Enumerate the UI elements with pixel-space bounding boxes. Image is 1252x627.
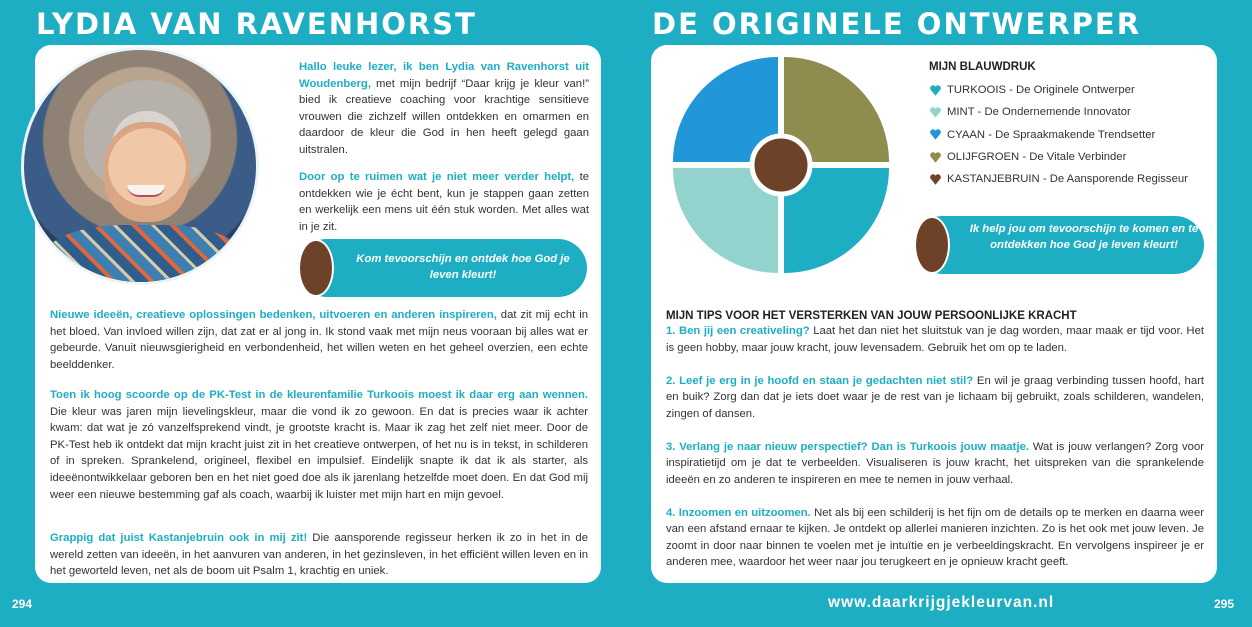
brown-dot-icon xyxy=(914,216,950,274)
paragraph-2-highlight: Toen ik hoog scoorde op de PK-Test in de kleurenfamilie Turkoois moest ik daar erg aan wennen. xyxy=(50,389,588,401)
tip-2-text: En wil je graag verbinding tussen hoofd, hart en buik? Zorg dan dat je iets doet waar je de rest van je lichaam bij gebruikt, zoals schilderen, wandelen, zingen of dansen. xyxy=(666,374,1205,420)
website-url: www.daarkrijgjekleurvan.nl xyxy=(828,594,1055,611)
intro-1-highlight: Hallo leuke lezer, ik ben Lydia van Ravenhorst uit Woudenberg, xyxy=(299,61,589,90)
portrait-shirt xyxy=(44,225,244,285)
page-title-left: LYDIA VAN RAVENHORST xyxy=(36,7,477,41)
legend-label: KASTANJEBRUIN - De Aansporende Regisseur xyxy=(947,173,1188,186)
legend-label: TURKOOIS - De Originele Ontwerper xyxy=(947,84,1135,97)
tip-3 xyxy=(666,439,1204,489)
tip-2 xyxy=(666,373,1204,423)
tip-2-highlight: 2. Leef je erg in je hoofd en staan je gedachten niet stil? xyxy=(666,374,974,387)
quote-pill-left xyxy=(298,239,587,297)
quadrant-center xyxy=(752,136,810,194)
page-title-right: DE ORIGINELE ONTWERPER xyxy=(652,7,1142,41)
tip-4-text: Net als bij een schilderij is het fijn om de details op te merken en daarna weer van een afstand ernaar te kijken. Je ontdekt op allerlei manieren inzichten. Zo is het ook met jouw leven. Je zoomt in door naar binnen te voelen met je intuïtie en je verbeeldingskracht. En vervolgens inspireer je er anderen mee, waardoor het weer naar jou terugkeert en je opnieuw kracht geeft. xyxy=(666,506,1205,568)
legend-label: CYAAN - De Spraakmakende Trendsetter xyxy=(947,128,1156,141)
intro-2-text: te ontdekken wie je écht bent, kun je stappen gaan zetten en werkelijk een mens uit één stuk worden. Met alles wat in je zit. xyxy=(299,171,590,233)
right-content-panel xyxy=(651,45,1217,583)
tip-4 xyxy=(666,505,1204,571)
portrait-photo xyxy=(21,47,259,285)
brown-dot-icon xyxy=(298,239,334,297)
tip-3-highlight: 3. Verlang je naar nieuw perspectief? Dan is Turkoois jouw maatje. xyxy=(666,440,1030,453)
intro-2-highlight: Door op te ruimen wat je niet meer verder helpt, xyxy=(299,171,575,183)
intro-1-text: met mijn bedrijf “Daar krijg je kleur van!” bied ik creatieve coaching voor krachtige sensitieve vrouwen die zichzelf willen ontdekken en omarmen en daardoor de kleur die God in hen heeft gelegd gaan uitstralen. xyxy=(299,77,589,156)
paragraph-1-text: dat zit mij echt in het bloed. Van invloed willen zijn, dat zat er al jong in. Ik stond vaak met mijn neus vooraan bij alles wat er gebeurde. Vanuit nieuwsgierigheid en verbondenheid, het willen weten en het geheel overzien, een echte beelddenker. xyxy=(50,309,588,371)
tips-section xyxy=(666,309,1204,587)
blueprint-quadrant-chart xyxy=(671,55,891,277)
tip-3-text: Wat is jouw verlangen? Zorg voor inspiratietijd om je dat te verbeelden. Visualiseren is jouw kracht, het uitspreken van die sprankelende ideeën en zo anderen te inspireren en mee te nemen in jouw verhaal. xyxy=(666,440,1204,486)
legend-label: MINT - De Ondernemende Innovator xyxy=(947,106,1131,119)
quote-pill-left-text: Kom tevoorschijn en ontdek hoe God je leven kleurt! xyxy=(356,253,570,281)
body-paragraph-1 xyxy=(50,307,588,373)
tip-1-text: Laat het dan niet het sluitstuk van je dag worden, maar maak er tijd voor. Het is geen hobby, maar jouw kracht, jouw levensadem. Gebruik het om op te laden. xyxy=(666,325,1204,354)
tips-title: MIJN TIPS VOOR HET VERSTERKEN VAN JOUW PERSOONLIJKE KRACHT xyxy=(666,310,1077,322)
portrait-face xyxy=(104,122,190,222)
intro-paragraph-1 xyxy=(299,59,589,159)
tip-4-highlight: 4. Inzoomen en uitzoomen. xyxy=(666,506,811,519)
page-number-right: 295 xyxy=(1214,597,1235,611)
heart-icon xyxy=(929,173,942,186)
tip-1-highlight: 1. Ben jij een creativeling? xyxy=(666,325,810,337)
heart-icon xyxy=(929,84,942,97)
legend-item-kastanjebruin xyxy=(929,168,1188,190)
blueprint-legend xyxy=(929,61,1188,190)
tip-1 xyxy=(666,323,1204,356)
paragraph-3-highlight: Grappig dat juist Kastanjebruin ook in mij zit! xyxy=(50,532,308,544)
legend-label: OLIJFGROEN - De Vitale Verbinder xyxy=(947,151,1127,164)
heart-icon xyxy=(929,106,942,119)
paragraph-3-text: Die aansporende regisseur herken ik zo in het in de wereld zetten van ideeën, in het aanvuren van anderen, in het gezinsleven, in het efficiënt willen leven en in het geworteld leven, net als de boom uit Psalm 1, krachtig en uniek. xyxy=(50,532,588,578)
heart-icon xyxy=(929,151,942,164)
page-number-left: 294 xyxy=(12,597,33,611)
heart-icon xyxy=(929,128,942,141)
quote-pill-right-text: Ik help jou om tevoorschijn te komen en te ontdekken hoe God je leven kleurt! xyxy=(969,223,1199,251)
legend-item-olijfgroen xyxy=(929,146,1188,168)
legend-title: MIJN BLAUWDRUK xyxy=(929,61,1036,73)
paragraph-2-text: Die kleur was jaren mijn lievelingskleur, maar die vond ik zo gewoon. En dat is precies waar ik achter kwam: dat wat je zó vanzelfsprekend vindt, je grootste kracht is. Maar ik zag het zelf niet meer. Door de PK-Test heb ik ontdekt dat mijn kracht juist zit in het creatieve ontwerpen, of het nu is in tekst, in schilderen of in spreken. Sprankelend, origineel, flexibel en impulsief. Eindelijk snapte ik dat ik als starter, als ideeënontwikkelaar geboren ben en het niet goed doe als ik jarenlang hetzelfde moet doen. En dat God mij weer een nieuwe bestemming gaf als coach, waarbij ik luister met mijn hart en mijn gevoel. xyxy=(50,405,588,501)
intro-paragraph-2 xyxy=(299,169,589,235)
body-paragraph-3 xyxy=(50,530,588,580)
quote-pill-right xyxy=(914,216,1204,274)
body-paragraph-2 xyxy=(50,387,588,503)
legend-item-turkoois xyxy=(929,79,1188,101)
left-content-panel xyxy=(35,45,601,583)
portrait-smile xyxy=(127,185,165,197)
legend-item-cyaan xyxy=(929,124,1188,146)
legend-item-mint xyxy=(929,101,1188,123)
paragraph-1-highlight: Nieuwe ideeën, creatieve oplossingen bedenken, uitvoeren en anderen inspireren, xyxy=(50,309,497,321)
